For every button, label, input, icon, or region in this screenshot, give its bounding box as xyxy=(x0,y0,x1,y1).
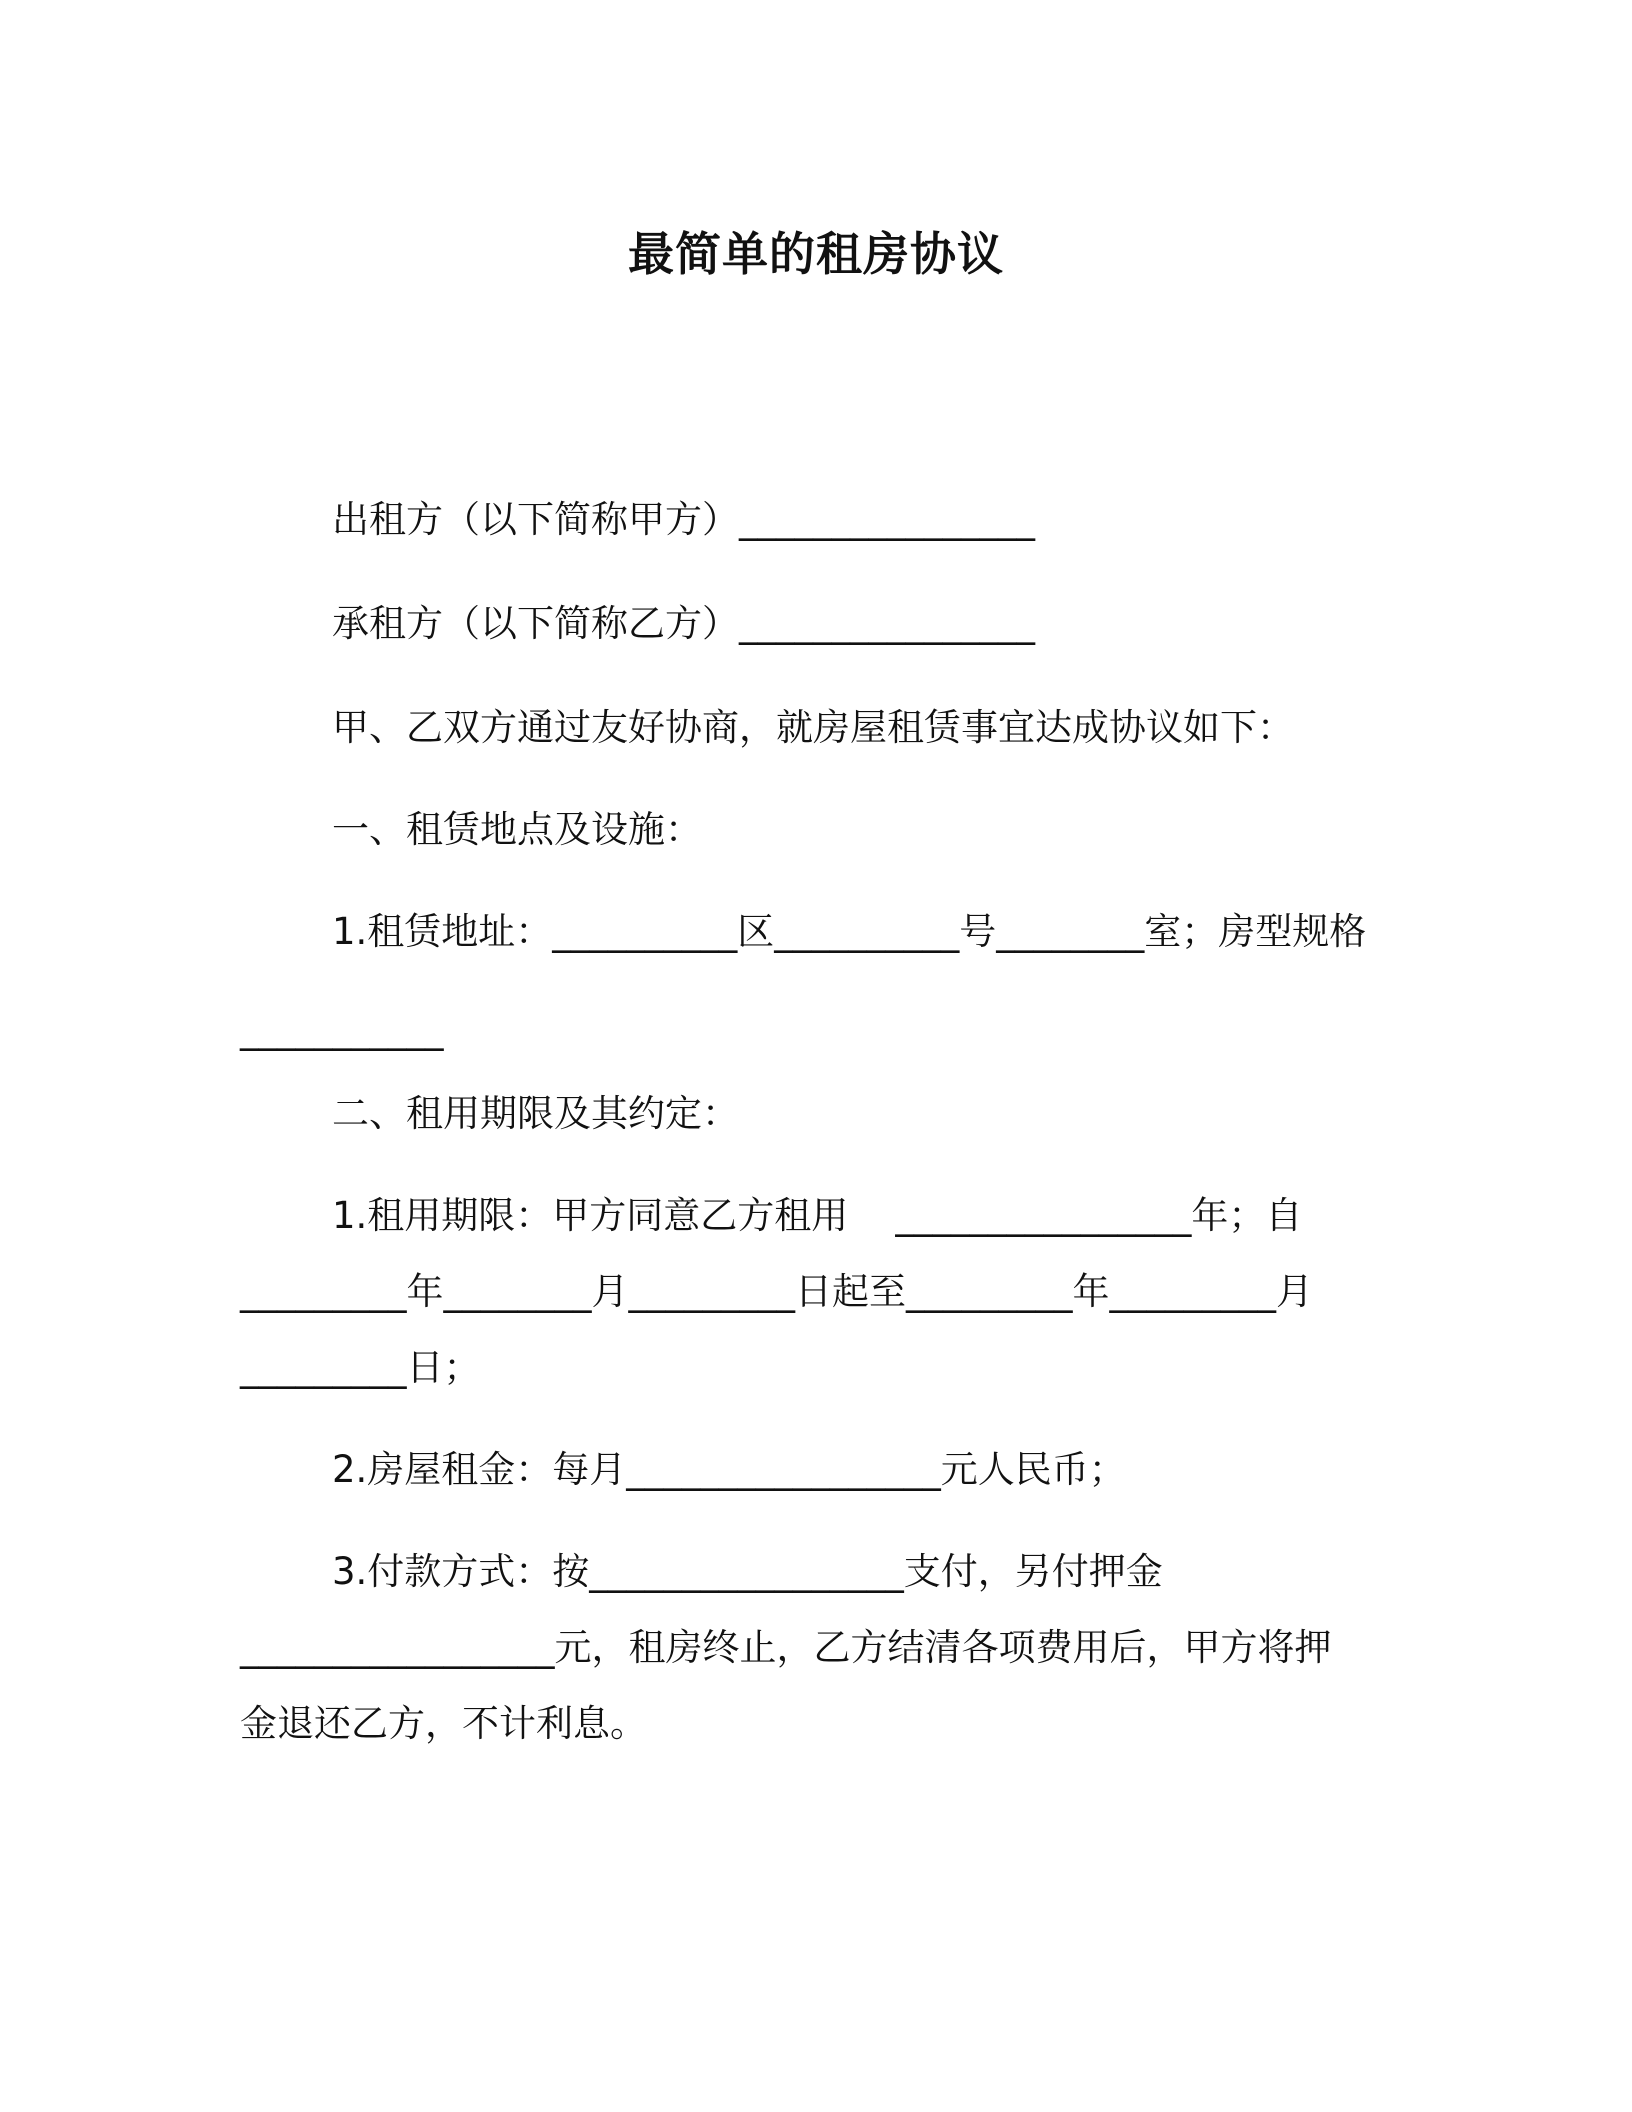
clause-2-3-payment: 3.付款方式：按_________________支付，另付押金 xyxy=(332,1550,1163,1593)
clause-2-1-end-day: _________日； xyxy=(240,1346,481,1389)
section-1-heading: 一、租赁地点及设施： xyxy=(332,808,702,851)
lessor-line: 出租方（以下简称甲方）________________ xyxy=(332,498,1035,541)
clause-2-1-term: 1.租用期限：甲方同意乙方租用 ________________年；自 xyxy=(332,1194,1303,1237)
clause-2-1-dates: _________年________月_________日起至_________年_________月 xyxy=(240,1270,1313,1313)
clause-1-1-address: 1.租赁地址：__________区__________号________室；房型规格 xyxy=(332,910,1367,953)
document-title: 最简单的租房协议 xyxy=(628,227,1004,281)
lessee-line: 承租方（以下简称乙方）________________ xyxy=(332,602,1035,645)
section-2-heading: 二、租用期限及其约定： xyxy=(332,1092,739,1135)
clause-2-2-rent: 2.房屋租金：每月_________________元人民币； xyxy=(332,1448,1126,1491)
agreement-intro: 甲、乙双方通过友好协商，就房屋租赁事宜达成协议如下： xyxy=(332,706,1294,749)
clause-2-3-deposit: _________________元，租房终止，乙方结清各项费用后，甲方将押 xyxy=(240,1626,1332,1669)
clause-2-3-refund: 金退还乙方，不计利息。 xyxy=(240,1702,647,1745)
clause-1-1-room-type-blank: ___________ xyxy=(240,1008,444,1051)
